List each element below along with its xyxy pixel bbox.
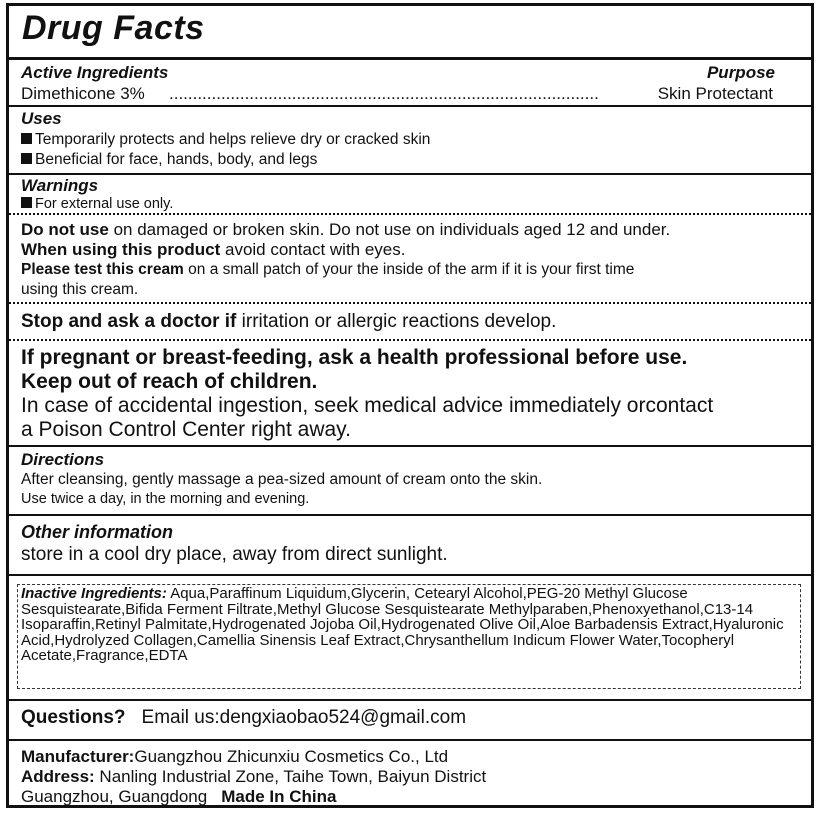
divider [9,57,811,60]
divider [9,574,811,576]
stop-ask-doctor-line: Stop and ask a doctor if irritation or allergic reactions develop. [21,311,557,332]
dotted-divider [9,339,811,341]
warnings-heading: Warnings [21,176,99,195]
inactive-ingredients-box [17,584,801,689]
dotted-divider [9,213,811,215]
patch-test-line: Please test this cream on a small patch of your the inside of the arm if it is your first time [21,261,635,278]
external-use-warning: For external use only. [21,196,173,212]
uses-item: Temporarily protects and helps relieve dry or cracked skin [21,131,430,149]
manufacturer-line: Manufacturer:Guangzhou Zhicunxiu Cosmetics Co., Ltd [21,747,449,766]
divider [9,173,811,175]
divider [9,445,811,447]
divider [9,739,811,741]
inactive-ingredients-label: Inactive Ingredients: [21,585,167,602]
drug-facts-panel [6,3,814,808]
purpose-value: Skin Protectant [657,84,773,103]
bullet-square-icon [21,197,32,208]
other-information-heading: Other information [21,522,173,542]
bullet-square-icon [21,133,32,144]
dotted-divider [9,302,811,304]
do-not-use-line: Do not use on damaged or broken skin. Do not use on individuals aged 12 and under. [21,220,671,239]
uses-heading: Uses [21,109,62,128]
uses-item: Beneficial for face, hands, body, and legs [21,151,317,169]
address-line: Address: Nanling Industrial Zone, Taihe Town, Baiyun District [21,767,487,786]
active-ingredients-heading: Active Ingredients [21,63,169,82]
ingestion-line-2: a Poison Control Center right away. [21,418,351,441]
when-using-line: When using this product avoid contact with eyes. [21,240,406,259]
divider [9,105,811,107]
questions-line: Questions? Email us:dengxiaobao524@gmail.com [21,707,467,728]
leader-dots: ........................................................................................... [169,84,599,103]
directions-line-2: Use twice a day, in the morning and evening. [21,491,310,507]
directions-line-1: After cleansing, gently massage a pea-sized amount of cream onto the skin. [21,471,543,488]
ingestion-line-1: In case of accidental ingestion, seek medical advice immediately orcontact [21,394,714,417]
bullet-square-icon [21,153,32,164]
pregnant-warning: If pregnant or breast-feeding, ask a health professional before use. [21,346,688,369]
city-line: Guangzhou, Guangdong Made In China [21,787,337,806]
page-title: Drug Facts [22,9,205,47]
divider [9,699,811,701]
inactive-ingredients-list: Aqua,Paraffinum Liquidum,Glycerin, Cetearyl Alcohol,PEG-20 Methyl Glucose Sesquistearate,Bifida Ferment Filtrate,Methyl Glucose Sesquistearate Methylparaben,Phenoxyethanol,C13-14 Isoparaffin,Retinyl Palmitate,Hydrogenated Jojoba Oil,Hydrogenated Olive Oil,Aloe Barbadensis Extract,Hyaluronic Acid,Hydrolyzed Collagen,Camellia Sinensis Leaf Extract,Chrysanthellum Indicum Flower Water,Tocopheryl Acetate,Fragrance,EDTA [21,585,784,664]
patch-test-line-2: using this cream. [21,281,139,298]
directions-heading: Directions [21,450,105,469]
other-information-text: store in a cool dry place, away from direct sunlight. [21,544,448,565]
keep-out-of-reach: Keep out of reach of children. [21,370,318,393]
purpose-heading: Purpose [706,63,775,82]
divider [9,514,811,516]
active-ingredient: Dimethicone 3% [21,84,145,103]
